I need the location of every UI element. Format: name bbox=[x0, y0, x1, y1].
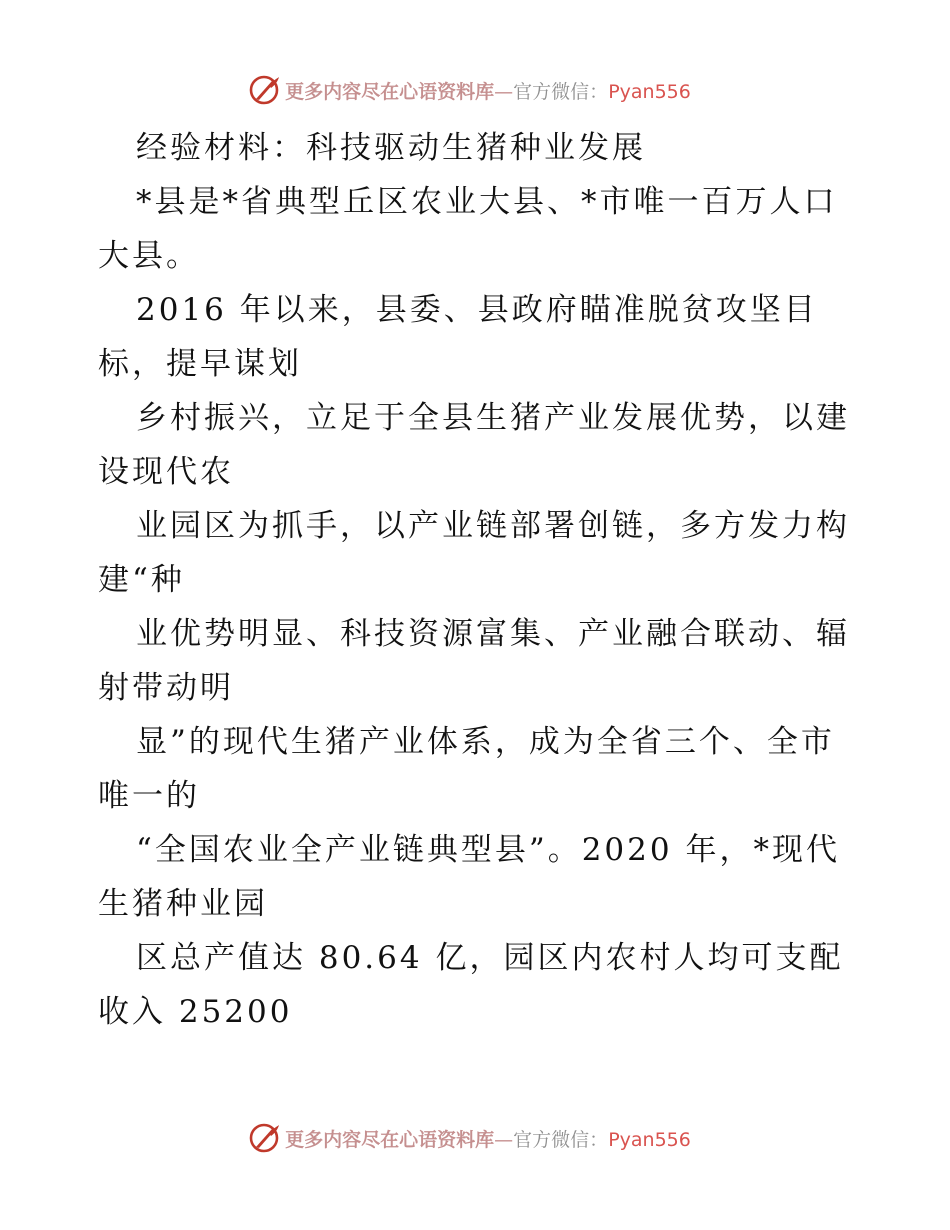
paragraph-line: 建“种 bbox=[98, 562, 185, 598]
header-wechat-id: Pyan556 bbox=[608, 80, 691, 103]
paragraph-line: 2016 年以来，县委、县政府瞄准脱贫攻坚目 bbox=[136, 292, 818, 328]
quill-pen-circle-icon bbox=[247, 73, 281, 107]
paragraph-line: 标，提早谋划 bbox=[98, 346, 302, 382]
footer-banner bbox=[0, 1118, 950, 1158]
paragraph-line: 业优势明显、科技资源富集、产业融合联动、辐 bbox=[136, 616, 850, 652]
paragraph-line: 收入 25200 bbox=[98, 994, 293, 1030]
paragraph-line: 唯一的 bbox=[98, 778, 200, 814]
paragraph-line: 生猪种业园 bbox=[98, 886, 268, 922]
header-brand-text: 更多内容尽在心语资料库 bbox=[285, 80, 495, 103]
header-banner bbox=[0, 70, 950, 110]
paragraph-line: 大县。 bbox=[98, 238, 200, 274]
footer-wechat-id: Pyan556 bbox=[608, 1128, 691, 1151]
paragraph-line: 业园区为抓手，以产业链部署创链，多方发力构 bbox=[136, 508, 850, 544]
paragraph-line: 设现代农 bbox=[98, 454, 234, 490]
footer-brand-text: 更多内容尽在心语资料库 bbox=[285, 1128, 495, 1151]
header-wechat-label: 官方微信： bbox=[513, 80, 609, 103]
paragraph-line: “全国农业全产业链典型县”。2020 年，*现代 bbox=[136, 832, 840, 868]
paragraph-line: *县是*省典型丘区农业大县、*市唯一百万人口 bbox=[136, 184, 838, 220]
footer-banner-text bbox=[285, 1125, 691, 1152]
paragraph-line: 射带动明 bbox=[98, 670, 234, 706]
header-banner-content bbox=[247, 73, 691, 107]
document-title: 经验材料：科技驱动生猪种业发展 bbox=[136, 130, 646, 166]
header-banner-text bbox=[285, 77, 691, 104]
header-dash: — bbox=[494, 80, 514, 103]
quill-pen-circle-icon bbox=[247, 1121, 281, 1155]
document-body bbox=[98, 121, 858, 1039]
paragraph-line: 区总产值达 80.64 亿，园区内农村人均可支配 bbox=[136, 940, 844, 976]
footer-banner-content bbox=[247, 1121, 691, 1155]
paragraph-line: 显”的现代生猪产业体系，成为全省三个、全市 bbox=[136, 724, 835, 760]
footer-dash: — bbox=[494, 1128, 514, 1151]
paragraph-line: 乡村振兴，立足于全县生猪产业发展优势，以建 bbox=[136, 400, 850, 436]
footer-wechat-label: 官方微信： bbox=[513, 1128, 609, 1151]
